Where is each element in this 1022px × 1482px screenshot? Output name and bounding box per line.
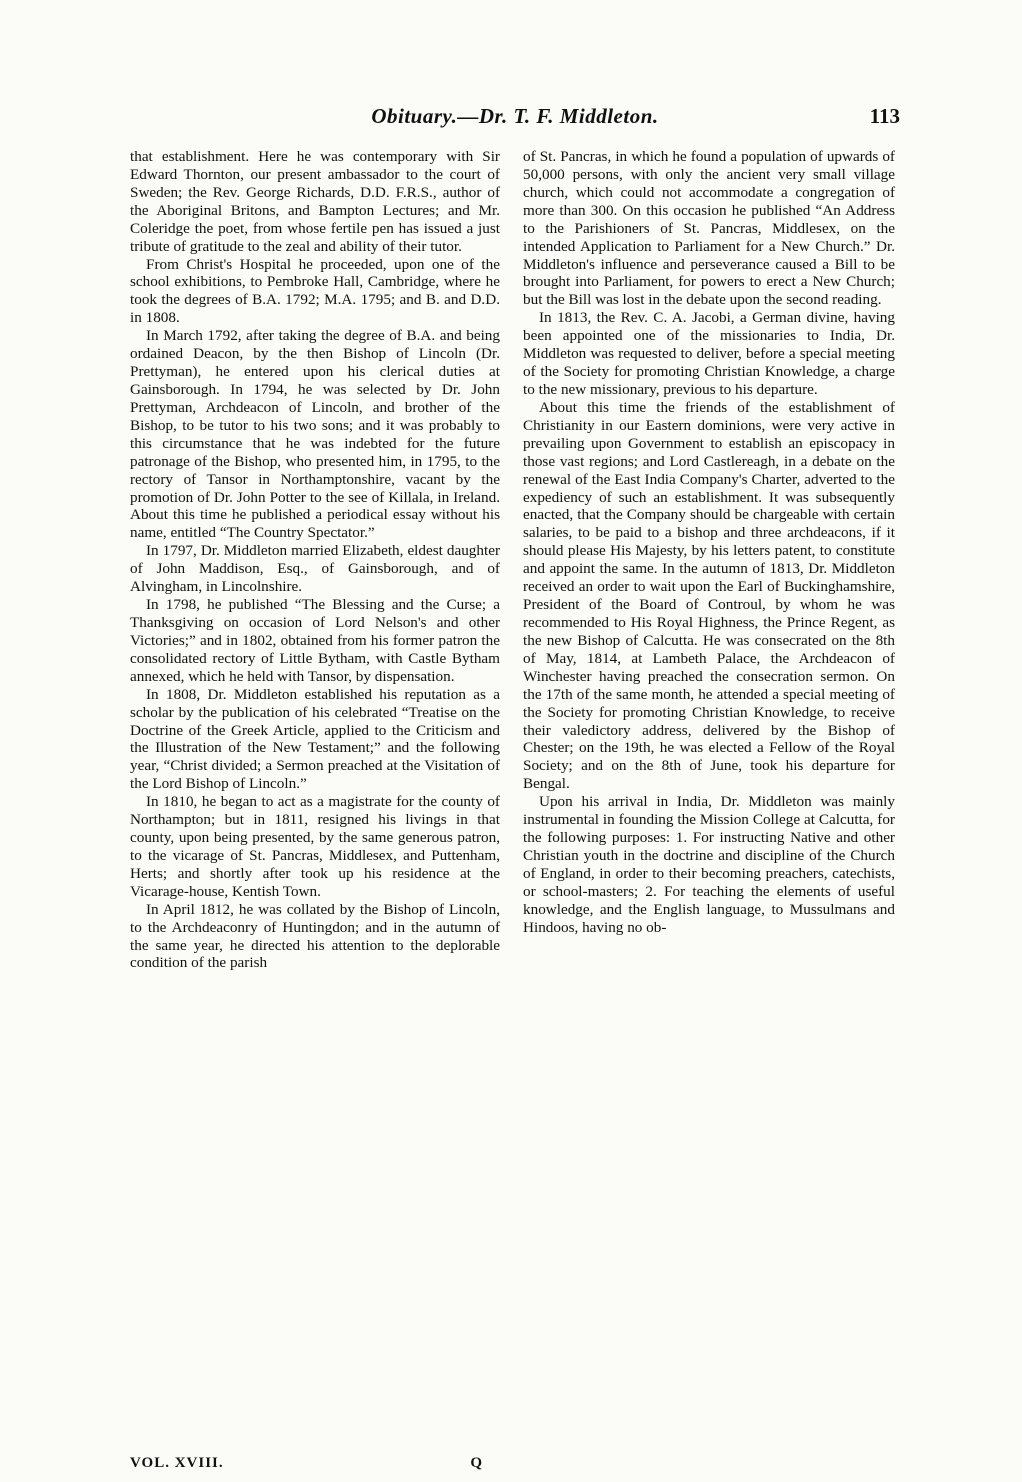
paragraph: of St. Pancras, in which he found a population of upwards of 50,000 persons, with only the ancient very small village church, which could not accommodate a congregation of more than 300. On this occasion he published “An Address to the Parishioners of St. Pancras, Middlesex, on the intended Application to Parliament for a New Church.” Dr. Middleton's influence and perseverance caused a Bill to be brought into Parliament, for powers to erect a New Church; but the Bill was lost in the debate upon the second reading.	[523, 148, 895, 309]
left-column	[130, 148, 500, 972]
paragraph: In 1813, the Rev. C. A. Jacobi, a German divine, having been appointed one of the missionaries to India, Dr. Middleton was requested to deliver, before a special meeting of the Society for promoting Christian Knowledge, a charge to the new missionary, previous to his departure.	[523, 309, 895, 398]
paragraph: In 1798, he published “The Blessing and the Curse; a Thanksgiving on occasion of Lord Nelson's and other Victories;” and in 1802, obtained from his former patron the consolidated rectory of Little Bytham, with Castle Bytham annexed, which he held with Tansor, by dispensation.	[130, 596, 500, 685]
paragraph: that establishment. Here he was contemporary with Sir Edward Thornton, our present ambassador to the court of Sweden; the Rev. George Richards, D.D. F.R.S., author of the Aboriginal Britons, and Bampton Lectures; and Mr. Coleridge the poet, from whose fertile pen has issued a just tribute of gratitude to the zeal and ability of their tutor.	[130, 148, 500, 255]
paragraph: In 1797, Dr. Middleton married Elizabeth, eldest daughter of John Maddison, Esq., of Gainsborough, and of Alvingham, in Lincolnshire.	[130, 542, 500, 596]
signature-mark: Q	[470, 1455, 482, 1471]
page-footer	[130, 1455, 500, 1475]
volume-label: VOL. XVIII.	[130, 1455, 224, 1471]
paragraph: In April 1812, he was collated by the Bishop of Lincoln, to the Archdeaconry of Huntingdon; and in the autumn of the same year, he directed his attention to the deplorable condition of the parish	[130, 900, 500, 972]
paragraph: About this time the friends of the establishment of Christianity in our Eastern dominions, were very active in prevailing upon Government to establish an episcopacy in those vast regions; and Lord Castlereagh, in a debate on the renewal of the East India Company's Charter, adverted to the expediency of such an establishment. It was subsequently enacted, that the Company should be chargeable with certain salaries, to be paid to a bishop and three archdeacons, if it should please His Majesty, by his letters patent, to constitute and appoint the same. In the autumn of 1813, Dr. Middleton received an order to wait upon the Earl of Buckinghamshire, President of the Board of Controul, by whom he was recommended to His Royal Highness, the Prince Regent, as the new Bishop of Calcutta. He was consecrated on the 8th of May, 1814, at Lambeth Palace, the Archdeacon of Winchester having preached the consecration sermon. On the 17th of the same month, he attended a special meeting of the Society for promoting Christian Knowledge, to receive their valedictory address, delivered by the Bishop of Chester; on the 19th, he was elected a Fellow of the Royal Society; and on the 8th of June, took his departure for Bengal.	[523, 398, 895, 793]
paragraph: From Christ's Hospital he proceeded, upon one of the school exhibitions, to Pembroke Hall, Cambridge, where he took the degrees of B.A. 1792; M.A. 1795; and B. and D.D. in 1808.	[130, 255, 500, 327]
paragraph: In 1808, Dr. Middleton established his reputation as a scholar by the publication of his celebrated “Treatise on the Doctrine of the Greek Article, applied to the Criticism and the Illustration of the New Testament;” and the following year, “Christ divided; a Sermon preached at the Visitation of the Lord Bishop of Lincoln.”	[130, 685, 500, 793]
running-title: Obituary.—Dr. T. F. Middleton.	[371, 104, 659, 128]
paragraph: In 1810, he began to act as a magistrate for the county of Northampton; but in 1811, resigned his livings in that county, upon being presented, by the same generous patron, to the vicarage of St. Pancras, Middlesex, and Puttenham, Herts; and shortly after took up his residence at the Vicarage-house, Kentish Town.	[130, 793, 500, 900]
page-header	[130, 104, 900, 134]
right-column	[523, 148, 895, 937]
paragraph: In March 1792, after taking the degree of B.A. and being ordained Deacon, by the then Bishop of Lincoln (Dr. Prettyman), he entered upon his clerical duties at Gainsborough. In 1794, he was selected by Dr. John Prettyman, Archdeacon of Lincoln, and brother of the Bishop, to be tutor to his two sons; and it was probably to this circumstance that he was indebted for the future patronage of the Bishop, who presented him, in 1795, to the rectory of Tansor in Northamptonshire, vacant by the promotion of Dr. John Potter to the see of Killala, in Ireland. About this time he published a periodical essay without his name, entitled “The Country Spectator.”	[130, 327, 500, 542]
paragraph: Upon his arrival in India, Dr. Middleton was mainly instrumental in founding the Mission College at Calcutta, for the following purposes: 1. For instructing Native and other Christian youth in the doctrine and discipline of the Church of England, in order to their becoming preachers, catechists, or school-masters; 2. For teaching the elements of useful knowledge, and the English language, to Mussulmans and Hindoos, having no ob-	[523, 793, 895, 936]
page-number: 113	[869, 104, 900, 128]
